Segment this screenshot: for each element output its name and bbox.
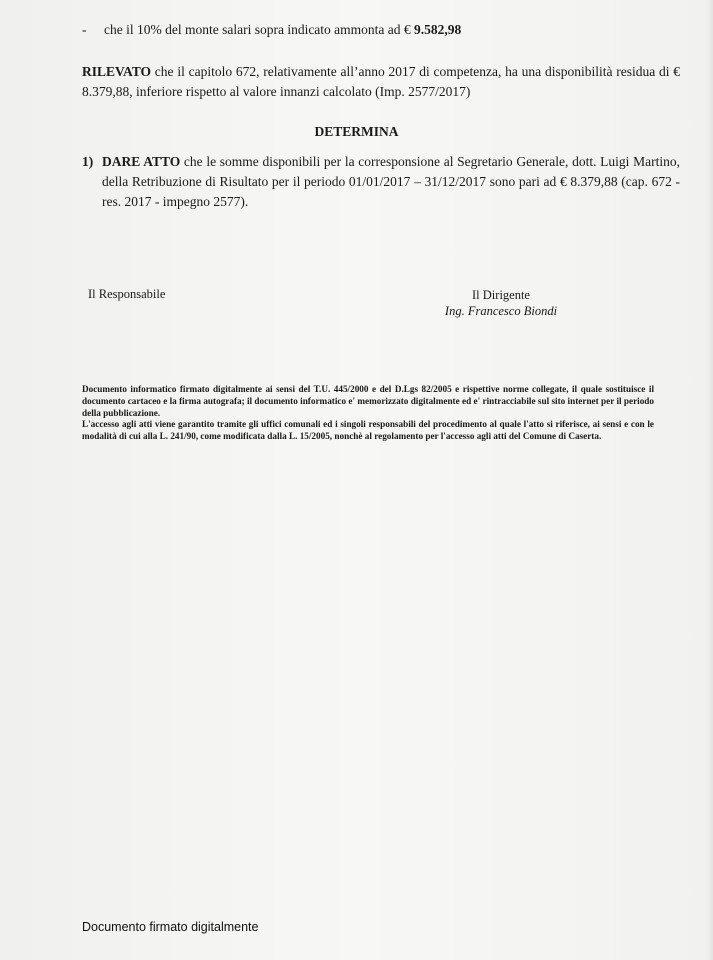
digital-signature-notice [82,384,654,443]
dirigente-title: Il Dirigente [472,288,530,302]
notice-paragraph-1: Documento informatico firmato digitalmente ai sensi del T.U. 445/2000 e del D.Lgs 82/2005 e rispettive norme collegate, il quale sostituisce il documento cartaceo e la firma autografa; il documento informatico e' memorizzato digitalmente ed e' rintracciabile sul sito internet per il periodo della pubblicazione. [82,384,654,418]
item-text: che le somme disponibili per la corresponsione al Segretario Generale, dott. Luigi Martino, della Retribuzione di Risultato per il periodo 01/01/2017 – 31/12/2017 sono pari ad € 8.379,88 (cap. 672 - res. 2017 - impegno 2577). [102,154,680,209]
item-keyword: DARE ATTO [102,154,181,169]
determina-heading: DETERMINA [314,124,399,139]
item-number: 1) [82,154,94,169]
notice-paragraph-2: L'accesso agli atti viene garantito tramite gli uffici comunali ed i singoli responsabili del procedimento al quale l'atto si riferisce, ai sensi e con le modalità di cui alla L. 241/90, come modificata dalla L. 15/2005, nonchè al regolamento per l'accesso agli atti del Comune di Caserta. [82,419,654,442]
signature-responsabile: Il Responsabile [88,287,166,301]
bullet-text: che il 10% del monte salari sopra indicato ammonta ad € [104,22,415,37]
bullet-line [82,22,461,38]
page-edge-shadow [707,0,713,960]
rilevato-keyword: RILEVATO [82,64,152,79]
item-body [102,152,680,212]
bullet-amount: 9.582,98 [414,22,462,37]
signature-dirigente [436,287,566,319]
dirigente-name: Ing. Francesco Biondi [444,304,558,318]
footer-note: Documento firmato digitalmente [82,920,259,934]
bullet-dash: - [82,22,87,37]
determina-item-1 [82,152,680,212]
rilevato-text: che il capitolo 672, relativamente all’anno 2017 di competenza, ha una disponibilità residua di € 8.379,88, inferiore rispetto al valore innanzi calcolato (Imp. 2577/2017) [82,64,680,99]
rilevato-paragraph [82,62,680,102]
